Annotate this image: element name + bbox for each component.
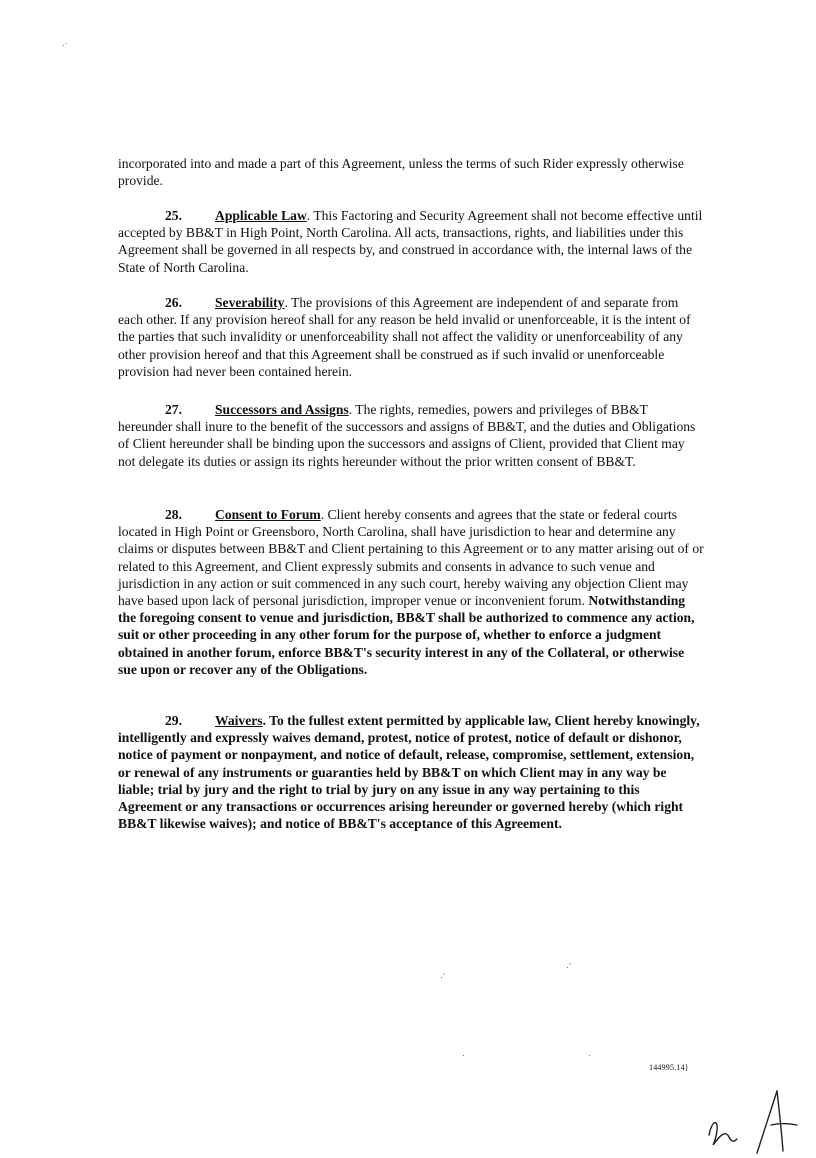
section-body: . Client hereby consents and agrees that the state or federal courts located in High Point or Greensboro, North Carolina, shall have jurisdiction to hear and determine any claims or disputes between BB&T and Client pertaining to this Agreement or to any matter arising out of or related to this Agreement, and Client expressly submits and consents in advance to such venue and jurisdiction in any action or suit commenced in any such court, hereby waiving any objection Client may have based upon lack of personal jurisdiction, improper venue or inconvenient forum. (118, 507, 704, 609)
initials-signature (705, 1085, 805, 1155)
intro-paragraph: incorporated into and made a part of this Agreement, unless the terms of such Rider expressly otherwise provide. (118, 156, 684, 189)
section-26-severability (118, 294, 704, 380)
section-heading: Applicable Law (215, 208, 307, 223)
section-heading: Successors and Assigns (215, 402, 349, 417)
scan-speck: · (462, 1050, 465, 1060)
section-bold-body: Notwithstanding the foregoing consent to venue and jurisdiction, BB&T shall be authorized to commence any action, suit or other proceeding in any other forum for the purpose of, whether to enforce a judgment obtained in another forum, enforce BB&T's security interest in any of the Collateral, or otherwise sue upon or recover any of the Obligations. (118, 593, 695, 677)
section-body: . To the fullest extent permitted by applicable law, Client hereby knowingly, intelligently and expressly waives demand, protest, notice of protest, notice of default or dishonor, notice of payment or nonpayment, and notice of default, release, compromise, settlement, extension, or renewal of any instruments or guaranties held by BB&T on which Client may in any way be liable; trial by jury and the right to trial by jury on any issue in any way pertaining to this Agreement or any transactions or occurrences arising hereunder or governed hereby (which right BB&T likewise waives); and notice of BB&T's acceptance of this Agreement. (118, 713, 700, 832)
section-29-waivers (118, 712, 704, 832)
section-number: 26. (165, 295, 182, 310)
section-body: . The rights, remedies, powers and privileges of BB&T hereunder shall inure to the benefit of the successors and assigns of BB&T, and the duties and Obligations of Client hereunder shall be binding upon the successors and assigns of Client, provided that Client may not delegate its duties or assign its rights hereunder without the prior written consent of BB&T. (118, 402, 696, 469)
section-27-successors-and-assigns (118, 401, 704, 470)
section-number: 28. (165, 507, 182, 522)
section-number: 29. (165, 713, 182, 728)
section-heading: Consent to Forum (215, 507, 321, 522)
document-code: 144995.14} (649, 1063, 689, 1072)
section-number: 27. (165, 402, 182, 417)
scan-speck: .· (62, 38, 68, 48)
scan-speck: · (588, 1050, 591, 1060)
section-heading: Severability (215, 295, 285, 310)
scan-speck: ·´ (566, 962, 572, 972)
section-28-consent-to-forum (118, 506, 704, 678)
section-25-applicable-law (118, 207, 704, 276)
section-number: 25. (165, 208, 182, 223)
scan-speck: ·´ (440, 972, 446, 982)
section-body: . This Factoring and Security Agreement shall not become effective until accepted by BB&T in High Point, North Carolina. All acts, transactions, rights, and liabilities under this Agreement shall be governed in all respects by, and construed in accordance with, the internal laws of the State of North Carolina. (118, 208, 703, 275)
section-heading: Waivers (215, 713, 263, 728)
section-body: . The provisions of this Agreement are independent of and separate from each other. If any provision hereof shall for any reason be held invalid or unenforceable, it is the intent of the parties that such invalidity or unenforceability shall not affect the validity or unenforceability of any other provision hereof and that this Agreement shall be construed as if such invalid or unenforceable provision had never been contained herein. (118, 295, 691, 379)
